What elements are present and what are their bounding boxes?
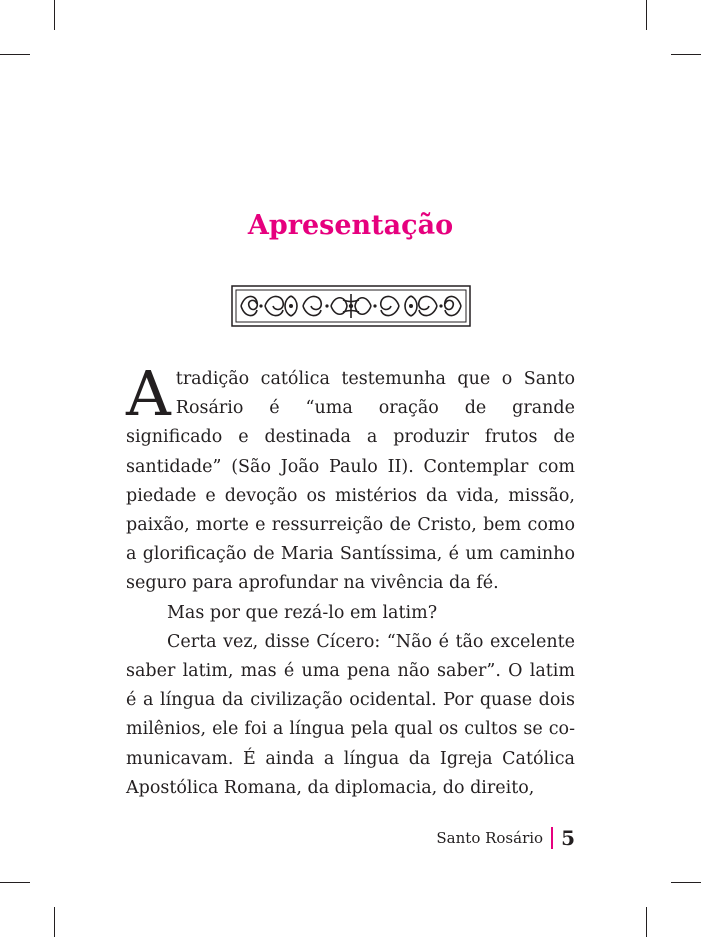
crop-mark xyxy=(0,54,30,55)
crop-mark xyxy=(671,54,701,55)
crop-mark xyxy=(646,0,647,30)
crop-mark xyxy=(54,907,55,937)
page-title: Apresentação xyxy=(247,210,454,241)
footer-divider xyxy=(551,827,553,849)
body-text xyxy=(126,357,575,803)
crop-mark xyxy=(0,882,30,883)
paragraph: Certa vez, disse Cícero: “Não é tão excelente saber latim, mas é uma pena não saber”. O latim é a língua da civilização ocidental. Por quase dois milênios, ele foi a língua pela qual os cultos se comunicavam. É ainda a língua da Igreja Católica Apostólica Romana, da diplomacia, do direito, xyxy=(126,631,575,798)
running-footer-title: Santo Rosário xyxy=(436,829,544,847)
paragraph xyxy=(126,357,575,599)
decorative-scroll-ornament-icon xyxy=(231,285,471,327)
page-number: 5 xyxy=(561,826,575,850)
crop-mark xyxy=(646,907,647,937)
paragraph: Mas por que rezá-lo em latim? xyxy=(167,602,438,623)
drop-cap: A xyxy=(126,357,171,430)
crop-mark xyxy=(54,0,55,30)
paragraph-text: tradição católica testemunha que o Santo Rosário é “uma oração de grande significado e destinada a produzir frutos de santidade” (São João Paulo II). Contemplar com piedade e devoção os mistérios da vida, missão, paixão, morte e ressurreição de Cristo, bem como a glorificação de Maria Santíssima, é um caminho seguro para aprofundar na vivência da fé. xyxy=(126,369,575,594)
crop-mark xyxy=(671,882,701,883)
page-footer xyxy=(436,826,575,850)
